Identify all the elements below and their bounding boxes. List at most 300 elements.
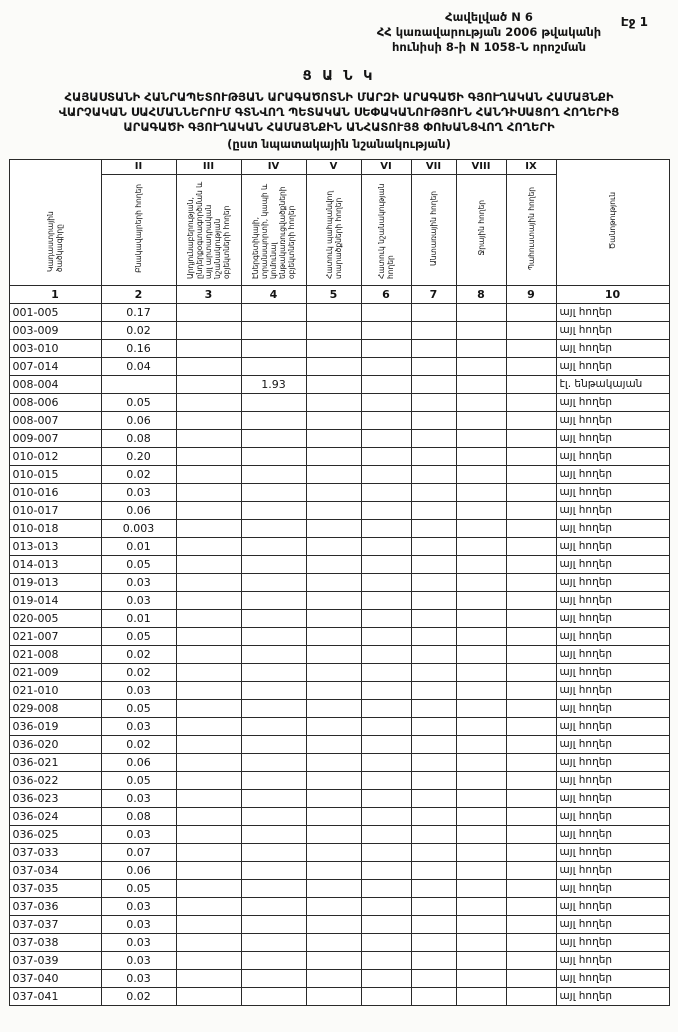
column-number-6: 6	[361, 285, 411, 303]
area-value-cell	[176, 465, 241, 483]
area-value-cell	[456, 555, 506, 573]
table-row	[9, 951, 669, 969]
area-value-cell	[241, 555, 306, 573]
area-value-cell	[241, 807, 306, 825]
note-cell: այլ հողեր	[556, 339, 669, 357]
area-value-cell	[176, 429, 241, 447]
cadastral-code-cell: 036-022	[9, 771, 101, 789]
note-cell: այլ հողեր	[556, 771, 669, 789]
area-value-cell	[411, 699, 456, 717]
cadastral-code-cell: 021-008	[9, 645, 101, 663]
area-value-cell	[411, 969, 456, 987]
table-row	[9, 303, 669, 321]
note-cell: այլ հողեր	[556, 933, 669, 951]
area-value-cell	[241, 663, 306, 681]
area-value-cell	[506, 411, 556, 429]
table-row	[9, 825, 669, 843]
note-cell: այլ հողեր	[556, 897, 669, 915]
area-value-cell	[176, 789, 241, 807]
area-value-cell	[361, 429, 411, 447]
area-value-cell	[241, 915, 306, 933]
area-value-cell	[506, 789, 556, 807]
area-value-cell: 0.02	[101, 321, 176, 339]
area-value-cell	[456, 861, 506, 879]
area-value-cell	[306, 573, 361, 591]
cadastral-code-cell: 037-033	[9, 843, 101, 861]
table-row	[9, 879, 669, 897]
column-number-8: 8	[456, 285, 506, 303]
table-row	[9, 429, 669, 447]
area-value-cell	[176, 915, 241, 933]
cadastral-code-cell: 037-039	[9, 951, 101, 969]
table-row	[9, 645, 669, 663]
area-value-cell	[361, 537, 411, 555]
area-value-cell	[456, 519, 506, 537]
page-number-label: Էջ 1	[620, 15, 648, 29]
area-value-cell	[506, 753, 556, 771]
document-title: Ց Ա Ն Կ	[302, 68, 376, 84]
note-cell: այլ հողեր	[556, 789, 669, 807]
area-value-cell	[176, 843, 241, 861]
area-value-cell: 1.93	[241, 375, 306, 393]
column-number-2: 2	[101, 285, 176, 303]
area-value-cell: 0.03	[101, 591, 176, 609]
area-value-cell	[411, 897, 456, 915]
table-row	[9, 681, 669, 699]
table-row	[9, 447, 669, 465]
annex-reference-block	[324, 10, 654, 55]
area-value-cell	[241, 303, 306, 321]
area-value-cell	[306, 843, 361, 861]
area-value-cell	[361, 771, 411, 789]
note-cell: այլ հողեր	[556, 393, 669, 411]
area-value-cell	[306, 735, 361, 753]
area-value-cell	[361, 825, 411, 843]
area-value-cell: 0.05	[101, 879, 176, 897]
area-value-cell	[306, 411, 361, 429]
note-cell: այլ հողեր	[556, 357, 669, 375]
area-value-cell	[411, 591, 456, 609]
note-cell: այլ հողեր	[556, 591, 669, 609]
area-value-cell	[411, 465, 456, 483]
roman-numeral-VI: VI	[361, 159, 411, 174]
column-header-cadastral-code	[9, 159, 101, 285]
cadastral-code-cell: 037-037	[9, 915, 101, 933]
table-row	[9, 753, 669, 771]
column-header-reserve-lands	[506, 174, 556, 285]
area-value-cell	[176, 627, 241, 645]
area-value-cell	[306, 807, 361, 825]
area-value-cell	[306, 375, 361, 393]
area-value-cell	[241, 861, 306, 879]
area-value-cell	[241, 447, 306, 465]
cadastral-code-cell: 037-034	[9, 861, 101, 879]
area-value-cell	[306, 825, 361, 843]
table-row	[9, 357, 669, 375]
area-value-cell	[456, 303, 506, 321]
area-value-cell	[241, 753, 306, 771]
document-subtitle: (ըստ նպատակային նշանակության)	[227, 136, 451, 151]
area-value-cell	[506, 483, 556, 501]
area-value-cell	[306, 699, 361, 717]
area-value-cell	[361, 573, 411, 591]
table-row	[9, 717, 669, 735]
area-value-cell	[306, 933, 361, 951]
area-value-cell	[176, 393, 241, 411]
note-cell: էլ. ենթակայան	[556, 375, 669, 393]
title-line-3: ԱՐԱԳԱԾԻ ԳՅՈՒՂԱԿԱՆ ՀԱՄԱՅՆՔԻՆ ԱՆՀԱՏՈՒՅՑ ՓՈԽԱՆՑՎՈՂ ՀՈՂԵՐԻ	[123, 119, 555, 134]
area-value-cell	[456, 537, 506, 555]
area-value-cell	[506, 663, 556, 681]
column-header-settlement-lands	[101, 174, 176, 285]
area-value-cell	[241, 411, 306, 429]
area-value-cell	[506, 339, 556, 357]
area-value-cell	[456, 447, 506, 465]
area-value-cell	[361, 465, 411, 483]
area-value-cell	[176, 933, 241, 951]
column-header-protected-areas-lands	[306, 174, 361, 285]
area-value-cell: 0.02	[101, 663, 176, 681]
note-cell: այլ հողեր	[556, 465, 669, 483]
note-cell: այլ հողեր	[556, 915, 669, 933]
area-value-cell	[361, 357, 411, 375]
area-value-cell	[306, 663, 361, 681]
area-value-cell	[411, 375, 456, 393]
area-value-cell	[361, 375, 411, 393]
area-value-cell	[456, 321, 506, 339]
area-value-cell	[506, 375, 556, 393]
area-value-cell	[506, 879, 556, 897]
area-value-cell	[411, 663, 456, 681]
area-value-cell	[361, 861, 411, 879]
roman-numeral-III: III	[176, 159, 241, 174]
table-row	[9, 555, 669, 573]
cadastral-code-cell: 001-005	[9, 303, 101, 321]
area-value-cell	[456, 843, 506, 861]
area-value-cell	[506, 735, 556, 753]
area-value-cell	[506, 303, 556, 321]
document-title-block	[0, 69, 678, 151]
area-value-cell	[456, 411, 506, 429]
area-value-cell	[411, 861, 456, 879]
area-value-cell	[456, 915, 506, 933]
area-value-cell: 0.03	[101, 897, 176, 915]
note-cell: այլ հողեր	[556, 447, 669, 465]
area-value-cell	[241, 969, 306, 987]
area-value-cell	[241, 735, 306, 753]
table-row	[9, 519, 669, 537]
area-value-cell: 0.16	[101, 339, 176, 357]
area-value-cell	[506, 969, 556, 987]
area-value-cell	[361, 951, 411, 969]
area-value-cell	[456, 591, 506, 609]
note-cell: այլ հողեր	[556, 987, 669, 1005]
area-value-cell	[506, 447, 556, 465]
area-value-cell: 0.003	[101, 519, 176, 537]
area-value-cell	[411, 447, 456, 465]
area-value-cell	[176, 591, 241, 609]
area-value-cell	[411, 411, 456, 429]
cadastral-code-cell: 008-004	[9, 375, 101, 393]
cadastral-code-cell: 036-025	[9, 825, 101, 843]
area-value-cell	[506, 843, 556, 861]
area-value-cell: 0.06	[101, 501, 176, 519]
area-value-cell	[306, 393, 361, 411]
area-value-cell	[506, 987, 556, 1005]
area-value-cell: 0.05	[101, 771, 176, 789]
area-value-cell	[456, 897, 506, 915]
area-value-cell: 0.17	[101, 303, 176, 321]
area-value-cell: 0.06	[101, 861, 176, 879]
table-row	[9, 735, 669, 753]
note-cell: այլ հողեր	[556, 699, 669, 717]
table-row	[9, 591, 669, 609]
note-cell: այլ հողեր	[556, 519, 669, 537]
area-value-cell	[361, 987, 411, 1005]
area-value-cell: 0.04	[101, 357, 176, 375]
column-header-forest-lands	[411, 174, 456, 285]
area-value-cell	[411, 681, 456, 699]
cadastral-code-cell: 037-038	[9, 933, 101, 951]
table-row	[9, 969, 669, 987]
cadastral-code-cell: 010-017	[9, 501, 101, 519]
area-value-cell	[176, 987, 241, 1005]
table-row	[9, 321, 669, 339]
area-value-cell	[456, 717, 506, 735]
area-value-cell	[306, 969, 361, 987]
area-value-cell	[241, 843, 306, 861]
area-value-cell	[241, 483, 306, 501]
area-value-cell	[306, 915, 361, 933]
cadastral-code-cell: 037-040	[9, 969, 101, 987]
table-row	[9, 537, 669, 555]
area-value-cell: 0.08	[101, 807, 176, 825]
area-value-cell	[456, 429, 506, 447]
cadastral-code-cell: 003-010	[9, 339, 101, 357]
area-value-cell	[506, 627, 556, 645]
area-value-cell	[506, 555, 556, 573]
column-header-industrial-lands-label: Արդյունաբերության, ընդերքօգտագործման և այլ արտադրական նշանակության օբյեկտների հողեր	[186, 181, 231, 280]
area-value-cell	[306, 483, 361, 501]
cadastral-code-cell: 010-016	[9, 483, 101, 501]
area-value-cell	[176, 339, 241, 357]
area-value-cell	[506, 933, 556, 951]
area-value-cell: 0.03	[101, 915, 176, 933]
area-value-cell	[411, 717, 456, 735]
area-value-cell	[506, 609, 556, 627]
area-value-cell	[411, 627, 456, 645]
area-value-cell: 0.08	[101, 429, 176, 447]
area-value-cell	[176, 609, 241, 627]
column-header-notes-label: Ծանոթություն	[608, 192, 617, 250]
area-value-cell	[176, 519, 241, 537]
area-value-cell	[361, 735, 411, 753]
cadastral-code-cell: 020-005	[9, 609, 101, 627]
area-value-cell	[241, 645, 306, 663]
area-value-cell	[306, 339, 361, 357]
area-value-cell: 0.03	[101, 573, 176, 591]
area-value-cell	[361, 699, 411, 717]
roman-numeral-VII: VII	[411, 159, 456, 174]
area-value-cell	[456, 807, 506, 825]
roman-numeral-VIII: VIII	[456, 159, 506, 174]
area-value-cell	[241, 879, 306, 897]
area-value-cell	[411, 807, 456, 825]
area-value-cell	[456, 465, 506, 483]
area-value-cell	[456, 663, 506, 681]
note-cell: այլ հողեր	[556, 969, 669, 987]
cadastral-code-cell: 036-019	[9, 717, 101, 735]
note-cell: այլ հողեր	[556, 879, 669, 897]
area-value-cell	[176, 717, 241, 735]
cadastral-code-cell: 008-006	[9, 393, 101, 411]
area-value-cell: 0.06	[101, 753, 176, 771]
area-value-cell	[306, 465, 361, 483]
title-line-1: ՀԱՅԱՍՏԱՆԻ ՀԱՆՐԱՊԵՏՈՒԹՅԱՆ ԱՐԱԳԱԾՈՏՆԻ ՄԱՐԶԻ ԱՐԱԳԱԾԻ ԳՅՈՒՂԱԿԱՆ ՀԱՄԱՅՆՔԻ	[64, 89, 614, 104]
area-value-cell	[306, 717, 361, 735]
table-row	[9, 807, 669, 825]
area-value-cell	[176, 645, 241, 663]
area-value-cell	[176, 411, 241, 429]
area-value-cell	[306, 951, 361, 969]
area-value-cell	[411, 555, 456, 573]
area-value-cell	[241, 897, 306, 915]
area-value-cell	[456, 681, 506, 699]
area-value-cell: 0.03	[101, 933, 176, 951]
area-value-cell: 0.02	[101, 987, 176, 1005]
area-value-cell	[306, 321, 361, 339]
column-header-protected-areas-lands-label: Հատուկ պահպանվող տարածքների հողեր	[324, 191, 343, 280]
column-number-row	[9, 285, 669, 303]
area-value-cell: 0.05	[101, 555, 176, 573]
column-number-10: 10	[556, 285, 669, 303]
area-value-cell	[456, 609, 506, 627]
area-value-cell	[361, 897, 411, 915]
note-cell: այլ հողեր	[556, 627, 669, 645]
area-value-cell: 0.01	[101, 537, 176, 555]
column-number-5: 5	[306, 285, 361, 303]
roman-numeral-row	[9, 159, 669, 174]
area-value-cell	[306, 303, 361, 321]
area-value-cell	[361, 321, 411, 339]
area-value-cell	[241, 681, 306, 699]
column-header-cadastral-code-label: Կադաստրային ծածկագիրը	[46, 210, 64, 272]
area-value-cell	[306, 519, 361, 537]
column-number-7: 7	[411, 285, 456, 303]
area-value-cell: 0.06	[101, 411, 176, 429]
area-value-cell	[361, 879, 411, 897]
area-value-cell	[306, 447, 361, 465]
cadastral-code-cell: 037-035	[9, 879, 101, 897]
table-row	[9, 915, 669, 933]
note-cell: այլ հողեր	[556, 555, 669, 573]
column-header-water-lands	[456, 174, 506, 285]
area-value-cell	[176, 555, 241, 573]
area-value-cell	[411, 429, 456, 447]
area-value-cell	[506, 717, 556, 735]
note-cell: այլ հողեր	[556, 735, 669, 753]
area-value-cell	[456, 501, 506, 519]
table-row	[9, 843, 669, 861]
area-value-cell	[456, 357, 506, 375]
area-value-cell	[176, 699, 241, 717]
note-cell: այլ հողեր	[556, 321, 669, 339]
annex-line-2: ՀՀ կառավարության 2006 թվականի	[376, 24, 602, 39]
cadastral-code-cell: 019-014	[9, 591, 101, 609]
area-value-cell	[306, 357, 361, 375]
roman-numeral-IV: IV	[241, 159, 306, 174]
area-value-cell	[241, 429, 306, 447]
area-value-cell	[411, 771, 456, 789]
area-value-cell	[176, 969, 241, 987]
area-value-cell	[456, 627, 506, 645]
area-value-cell	[506, 861, 556, 879]
note-cell: այլ հողեր	[556, 825, 669, 843]
area-value-cell: 0.03	[101, 951, 176, 969]
table-row	[9, 393, 669, 411]
area-value-cell	[456, 753, 506, 771]
area-value-cell	[411, 303, 456, 321]
area-value-cell: 0.05	[101, 393, 176, 411]
table-row	[9, 411, 669, 429]
area-value-cell	[306, 861, 361, 879]
area-value-cell	[361, 645, 411, 663]
column-header-energy-transport-lands-label: Էներգետիկայի, տրանսպորտի, կապի և կոմունալ ենթակառուցվածքների օբյեկտների հողեր	[251, 184, 296, 280]
area-value-cell	[306, 879, 361, 897]
note-cell: այլ հողեր	[556, 537, 669, 555]
table-row	[9, 933, 669, 951]
area-value-cell	[176, 321, 241, 339]
table-row	[9, 861, 669, 879]
area-value-cell	[506, 393, 556, 411]
area-value-cell	[411, 735, 456, 753]
area-value-cell: 0.03	[101, 969, 176, 987]
area-value-cell	[506, 681, 556, 699]
area-value-cell	[506, 465, 556, 483]
cadastral-code-cell: 010-018	[9, 519, 101, 537]
area-value-cell	[506, 519, 556, 537]
note-cell: այլ հողեր	[556, 501, 669, 519]
area-value-cell	[306, 429, 361, 447]
area-value-cell	[506, 573, 556, 591]
note-cell: այլ հողեր	[556, 681, 669, 699]
note-cell: այլ հողեր	[556, 663, 669, 681]
area-value-cell	[176, 447, 241, 465]
area-value-cell	[241, 717, 306, 735]
area-value-cell	[506, 897, 556, 915]
roman-numeral-IX: IX	[506, 159, 556, 174]
area-value-cell	[506, 951, 556, 969]
area-value-cell	[361, 753, 411, 771]
area-value-cell	[506, 825, 556, 843]
area-value-cell	[361, 303, 411, 321]
note-cell: այլ հողեր	[556, 645, 669, 663]
area-value-cell	[456, 375, 506, 393]
note-cell: այլ հողեր	[556, 609, 669, 627]
column-header-industrial-lands	[176, 174, 241, 285]
column-number-4: 4	[241, 285, 306, 303]
cadastral-code-cell: 036-023	[9, 789, 101, 807]
area-value-cell	[306, 627, 361, 645]
area-value-cell	[506, 537, 556, 555]
area-value-cell	[176, 483, 241, 501]
area-value-cell	[411, 645, 456, 663]
area-value-cell	[411, 951, 456, 969]
area-value-cell	[241, 519, 306, 537]
area-value-cell	[306, 789, 361, 807]
area-value-cell	[411, 537, 456, 555]
column-header-energy-transport-lands	[241, 174, 306, 285]
